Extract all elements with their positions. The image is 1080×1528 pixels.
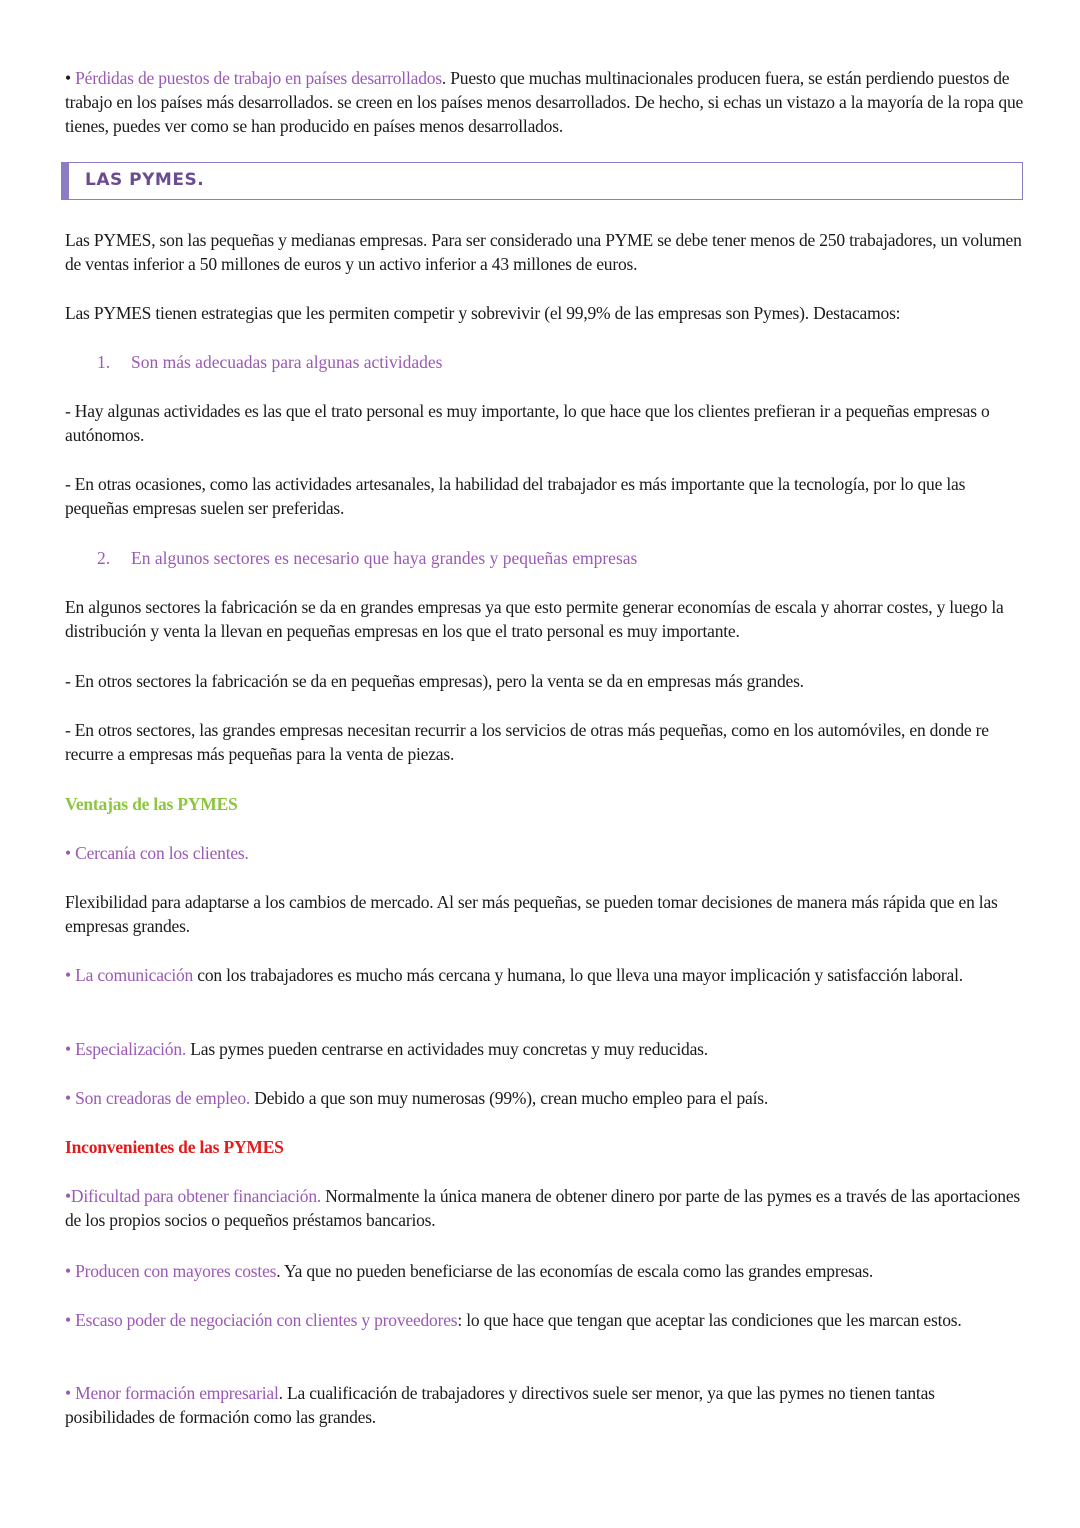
advantage-employment-title: • Son creadoras de empleo. (65, 1088, 251, 1108)
disadvantage-negotiation-title: • Escaso poder de negociación con clientes y proveedores (65, 1310, 458, 1330)
advantage-employment-text: Debido a que son muy numerosas (99%), crean mucho empleo para el país. (250, 1088, 769, 1108)
list-number-2: 2. (97, 548, 111, 568)
advantage-proximity: • Cercanía con los clientes. (65, 843, 249, 863)
disadvantage-training-text: . La cualificación de trabajadores y directivos suele ser menor, ya que las pymes no tienen tantas posibilidades de formación como las grandes. (65, 1383, 935, 1427)
disadvantage-costs (65, 1259, 1025, 1283)
definition-paragraph: Las PYMES, son las pequeñas y medianas empresas. Para ser considerado una PYME se debe tener menos de 250 trabajadores, un volumen de ventas inferior a 50 millones de euros y un activo inferior a 43 millones de euros. (65, 230, 1022, 274)
advantage-communication-text: con los trabajadores es mucho más cercana y humana, lo que lleva una mayor implicación y satisfacción laboral. (193, 965, 963, 985)
advantage-communication-title: • La comunicación (65, 965, 194, 985)
activities-paragraph-2: - En otras ocasiones, como las actividades artesanales, la habilidad del trabajador es más importante que la tecnología, por lo que las pequeñas empresas suelen ser preferidas. (65, 474, 966, 518)
disadvantage-financing-title: •Dificultad para obtener financiación. (65, 1186, 322, 1206)
advantage-specialization-text: Las pymes pueden centrarse en actividades muy concretas y muy reducidas. (186, 1039, 708, 1059)
list-item-1: Son más adecuadas para algunas actividades (131, 352, 443, 372)
section-heading: LAS PYMES. (85, 170, 205, 190)
list-item-2: En algunos sectores es necesario que haya grandes y pequeñas empresas (131, 548, 638, 568)
advantage-flexibility: Flexibilidad para adaptarse a los cambios de mercado. Al ser más pequeñas, se pueden tomar decisiones de manera más rápida que en las empresas grandes. (65, 892, 998, 936)
advantage-employment (65, 1086, 1025, 1110)
disadvantage-costs-title: • Producen con mayores costes (65, 1261, 277, 1281)
section-heading-box (61, 162, 1023, 200)
intro-text: . Puesto que muchas multinacionales producen fuera, se están perdiendo puestos de trabajo en los países más desarrollados. se creen en los países menos desarrollados. De hecho, si echas un vistazo a la mayoría de la ropa que tienes, puedes ver como se han producido en países menos desarrollados. (65, 68, 1024, 136)
advantage-communication (65, 963, 1025, 987)
intro-paragraph (65, 66, 1025, 138)
disadvantage-negotiation-text: : lo que hace que tengan que aceptar las condiciones que les marcan estos. (457, 1310, 962, 1330)
disadvantage-financing-text: Normalmente la única manera de obtener dinero por parte de las pymes es a través de las aportaciones de los propios socios o pequeños préstamos bancarios. (65, 1186, 1020, 1230)
advantage-specialization-title: • Especialización. (65, 1039, 187, 1059)
list-number-1: 1. (97, 352, 111, 372)
advantages-heading: Ventajas de las PYMES (65, 794, 238, 814)
sectors-paragraph-1: En algunos sectores la fabricación se da en grandes empresas ya que esto permite generar economías de escala y ahorrar costes, y luego la distribución y venta la llevan en pequeñas empresas en los que el trato personal es muy importante. (65, 597, 1004, 641)
disadvantage-costs-text: . Ya que no pueden beneficiarse de las economías de escala como las grandes empresas. (276, 1261, 873, 1281)
disadvantage-training (65, 1381, 1025, 1429)
strategies-paragraph: Las PYMES tienen estrategias que les permiten competir y sobrevivir (el 99,9% de las empresas son Pymes). Destacamos: (65, 303, 901, 323)
bullet-dot: • (65, 68, 76, 88)
activities-paragraph-1: - Hay algunas actividades es las que el trato personal es muy importante, lo que hace que los clientes prefieran ir a pequeñas empresas o autónomos. (65, 401, 990, 445)
sectors-paragraph-2: - En otros sectores la fabricación se da en pequeñas empresas), pero la venta se da en empresas más grandes. (65, 671, 804, 691)
sectors-paragraph-3: - En otros sectores, las grandes empresas necesitan recurrir a los servicios de otras más pequeñas, como en los automóviles, en donde re recurre a empresas más pequeñas para la venta de piezas. (65, 720, 989, 764)
disadvantage-negotiation (65, 1308, 1025, 1332)
intro-bullet-title: Pérdidas de puestos de trabajo en países desarrollados (75, 68, 442, 88)
disadvantage-training-title: • Menor formación empresarial (65, 1383, 279, 1403)
disadvantages-heading: Inconvenientes de las PYMES (65, 1137, 284, 1157)
advantage-specialization (65, 1037, 1025, 1061)
disadvantage-financing (65, 1184, 1025, 1232)
